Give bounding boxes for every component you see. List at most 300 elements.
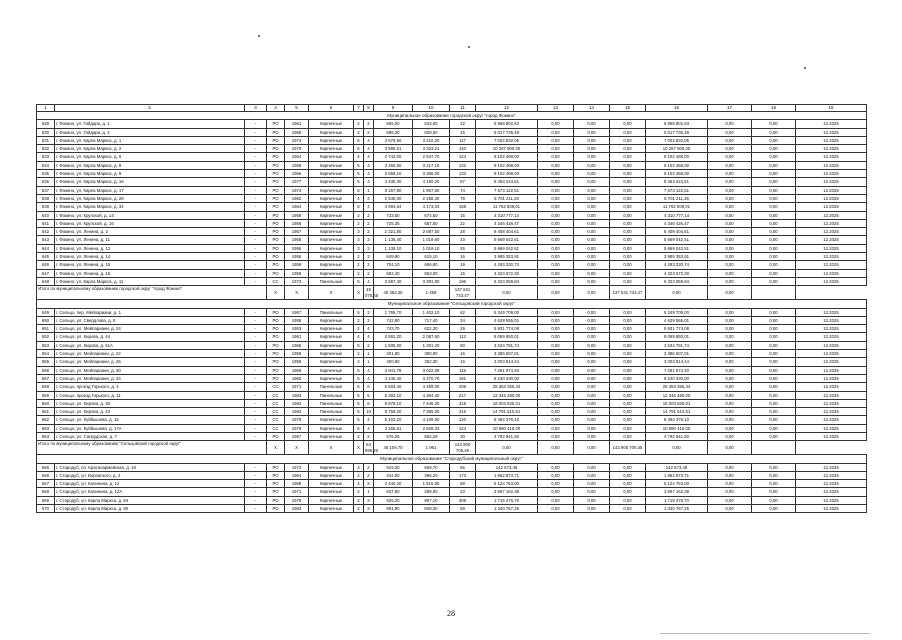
table-cell: 0,00 <box>538 203 574 211</box>
table-cell: 4 <box>364 178 374 186</box>
table-cell: 3 217,10 <box>413 161 450 169</box>
table-cell: 0,00 <box>708 178 752 186</box>
table-cell: 664 <box>37 432 55 440</box>
address-cell: г. Сельцо, ул. Мейпариани, д. 30 <box>55 366 245 374</box>
table-cell: 5 <box>354 161 364 169</box>
table-cell: 4 <box>354 194 364 202</box>
table-cell: 848,30 <box>413 505 450 513</box>
table-cell: РО <box>267 374 285 382</box>
table-cell: 3 <box>364 236 374 244</box>
table-cell: 0,00 <box>752 261 796 269</box>
table-row <box>37 236 867 244</box>
table-cell: 1 281,20 <box>413 341 450 349</box>
table-cell: 0,00 <box>538 219 574 227</box>
table-cell: 0,00 <box>708 505 752 513</box>
address-cell: г. Сельцо, проезд Горького, д. 11 <box>55 391 245 399</box>
table-cell: 362,30 <box>413 358 450 366</box>
table-cell: 1962 <box>285 194 309 202</box>
table-cell: РО <box>267 325 285 333</box>
table-cell: 0,00 <box>610 161 646 169</box>
table-cell: 74 <box>450 186 476 194</box>
table-cell: РО <box>267 471 285 479</box>
table-cell: 0,00 <box>708 374 752 382</box>
table-cell: 4 <box>364 203 374 211</box>
table-cell: РО <box>267 236 285 244</box>
table-cell: 6 968 802,63 <box>646 120 708 128</box>
table-cell: 0,00 <box>708 128 752 136</box>
table-cell: 0,00 <box>574 244 610 252</box>
table-cell: 0,00 <box>752 161 796 169</box>
table-row <box>37 186 867 194</box>
table-cell: 3 323,21 <box>413 145 450 153</box>
table-cell: 12.2025 <box>796 228 867 236</box>
table-cell: 0,00 <box>752 496 796 504</box>
table-cell: - <box>245 416 267 424</box>
table-cell: 0,00 <box>708 261 752 269</box>
table-cell: 12.2025 <box>796 350 867 358</box>
table-cell: 0,00 <box>708 228 752 236</box>
table-cell: 15 <box>450 211 476 219</box>
table-cell: 628,60 <box>413 128 450 136</box>
table-cell: 1964 <box>285 153 309 161</box>
table-row <box>37 211 867 219</box>
table-cell: 1982 <box>285 408 309 416</box>
table-cell: Кирпичные <box>309 366 354 374</box>
total-cell: X <box>285 286 309 300</box>
table-cell: - <box>245 261 267 269</box>
table-cell: 647 <box>37 269 55 277</box>
table-cell: РО <box>267 488 285 496</box>
table-cell: 1 <box>364 358 374 366</box>
table-row <box>37 488 867 496</box>
table-cell: 1958 <box>285 350 309 358</box>
table-cell: 0,00 <box>752 153 796 161</box>
table-cell: - <box>245 161 267 169</box>
table-cell: 12.2025 <box>796 253 867 261</box>
table-cell: 635 <box>37 170 55 178</box>
table-cell: 1972 <box>285 463 309 471</box>
table-cell: 665,00 <box>374 120 413 128</box>
table-row <box>37 228 867 236</box>
table-cell: 0,00 <box>752 186 796 194</box>
table-cell: 0,00 <box>574 178 610 186</box>
table-cell: 1956 <box>285 253 309 261</box>
table-cell: 68 <box>450 480 476 488</box>
table-cell: 1956 <box>285 244 309 252</box>
table-cell: Кирпичные <box>309 128 354 136</box>
table-cell: 0,00 <box>538 153 574 161</box>
column-number-cell: 16 <box>646 105 708 112</box>
table-cell: 401,80 <box>374 350 413 358</box>
table-cell: 2 <box>354 316 364 324</box>
address-cell: г. Фокино, ул. Ленина, д. 2 <box>55 228 245 236</box>
table-cell: РО <box>267 170 285 178</box>
address-cell: г. Сельцо, ул. Куйбышева, д. 17А <box>55 424 245 432</box>
table-row <box>37 463 867 471</box>
table-cell: 0,00 <box>610 358 646 366</box>
table-cell: СС <box>267 399 285 407</box>
table-cell: 298,60 <box>413 488 450 496</box>
table-cell: 12.2025 <box>796 277 867 285</box>
total-label: Итого по муниципальному образованию городской округ "город Фокино" <box>37 286 267 300</box>
table-cell: 0,00 <box>538 358 574 366</box>
table-cell: 7 673 122,51 <box>476 186 538 194</box>
table-cell: 0,00 <box>574 145 610 153</box>
table-cell: 663 <box>37 424 55 432</box>
table-cell: Кирпичные <box>309 186 354 194</box>
address-cell: г. Стародуб, пл. Красноармейская, д. 18 <box>55 463 245 471</box>
table-cell: 11 762 609,01 <box>646 203 708 211</box>
address-cell: г. Фокино, ул. Карла Маркса, д. 11 <box>55 277 245 285</box>
table-cell: 0,00 <box>752 228 796 236</box>
table-cell: 0,00 <box>752 194 796 202</box>
table-cell: Кирпичные <box>309 358 354 366</box>
table-cell: РО <box>267 128 285 136</box>
table-cell: 0,00 <box>574 277 610 285</box>
table-cell: 0,00 <box>574 374 610 382</box>
table-cell: 15 <box>450 269 476 277</box>
table-cell: 0,00 <box>574 432 610 440</box>
table-cell: 897,10 <box>413 496 450 504</box>
table-cell: 655 <box>37 358 55 366</box>
table-row <box>37 383 867 391</box>
table-cell: - <box>245 145 267 153</box>
table-cell: 5 124 763,00 <box>476 480 538 488</box>
table-cell: 1957 <box>285 228 309 236</box>
table-cell: 12.2025 <box>796 408 867 416</box>
table-cell: 0,00 <box>610 253 646 261</box>
table-cell: 2 <box>364 219 374 227</box>
table-cell: 5 <box>354 308 364 316</box>
total-cell: 40 362,35 <box>374 286 413 300</box>
table-cell: 12.2025 <box>796 203 867 211</box>
table-cell: 6 <box>364 383 374 391</box>
total-cell: 0,00 <box>574 286 610 300</box>
table-cell: 0,00 <box>708 399 752 407</box>
address-cell: г. Фокино, ул. Ленина, д. 12 <box>55 244 245 252</box>
table-cell: 18 003 825,01 <box>646 399 708 407</box>
table-cell: 6 503,40 <box>374 383 413 391</box>
table-cell: 12.2025 <box>796 211 867 219</box>
table-cell: 0,00 <box>752 505 796 513</box>
table-cell: 12.2025 <box>796 219 867 227</box>
table-cell: РО <box>267 316 285 324</box>
table-cell: 4 629 555,01 <box>646 316 708 324</box>
table-cell: 633,00 <box>413 120 450 128</box>
table-cell: 3 534 791,74 <box>476 341 538 349</box>
table-cell: 12 345 480,00 <box>476 391 538 399</box>
scan-speck <box>258 35 260 37</box>
table-row <box>37 136 867 144</box>
table-row <box>37 341 867 349</box>
table-cell: 0,00 <box>538 399 574 407</box>
address-cell: г. Фокино, ул. Карла Маркса, д. 1 <box>55 136 245 144</box>
table-cell: 4 310 777,14 <box>476 211 538 219</box>
table-cell: 12.2025 <box>796 128 867 136</box>
table-cell: 5 669 042,51 <box>476 244 538 252</box>
table-cell: 1971 <box>285 383 309 391</box>
table-cell: 0,00 <box>610 463 646 471</box>
table-cell: 8 759,20 <box>374 408 413 416</box>
table-cell: РО <box>267 145 285 153</box>
table-cell: 742,80 <box>374 316 413 324</box>
table-cell: 9 102 468,00 <box>476 170 538 178</box>
table-cell: 637,80 <box>374 488 413 496</box>
table-cell: 1 019,60 <box>413 236 450 244</box>
table-cell: 1 867,60 <box>413 186 450 194</box>
table-cell: 0,00 <box>538 432 574 440</box>
table-cell: 4 346 426,47 <box>646 219 708 227</box>
address-cell: г. Сельцо, ул. Мейпариани, д. 34 <box>55 374 245 382</box>
table-cell: 124 <box>450 424 476 432</box>
table-row <box>37 194 867 202</box>
table-cell: 0,00 <box>752 219 796 227</box>
table-cell: 2 <box>364 308 374 316</box>
address-cell: г. Сельцо, ул. Кирова, д. 43 <box>55 408 245 416</box>
table-cell: 1 <box>364 350 374 358</box>
table-cell: Кирпичные <box>309 136 354 144</box>
table-cell: 0,00 <box>708 120 752 128</box>
table-cell: РО <box>267 194 285 202</box>
table-cell: 0,00 <box>538 136 574 144</box>
table-cell: 1 962 873,71 <box>476 471 538 479</box>
table-cell: Кирпичные <box>309 325 354 333</box>
table-cell: 0,00 <box>752 463 796 471</box>
table-cell: 12.2025 <box>796 194 867 202</box>
table-cell: 12.2025 <box>796 333 867 341</box>
table-cell: 1959 <box>285 211 309 219</box>
table-cell: 0,00 <box>610 269 646 277</box>
table-cell: 670 <box>37 505 55 513</box>
table-cell: 0,00 <box>752 341 796 349</box>
table-cell: РО <box>267 161 285 169</box>
table-cell: Кирпичные <box>309 424 354 432</box>
table-cell: 0,00 <box>708 325 752 333</box>
table-cell: 1964 <box>285 471 309 479</box>
table-cell: - <box>245 350 267 358</box>
table-cell: 12.2025 <box>796 424 867 432</box>
table-row <box>37 153 867 161</box>
table-cell: 1969 <box>285 128 309 136</box>
table-cell: РО <box>267 228 285 236</box>
table-cell: 0,00 <box>752 432 796 440</box>
table-cell: 2 <box>354 253 364 261</box>
table-row <box>37 350 867 358</box>
table-cell: 0,00 <box>610 203 646 211</box>
total-cell: 0,00 <box>574 441 610 455</box>
table-row <box>37 505 867 513</box>
table-cell: 3 003 814,44 <box>646 358 708 366</box>
table-cell: 0,00 <box>574 228 610 236</box>
table-cell: 26 <box>450 244 476 252</box>
table-cell: 0,00 <box>610 383 646 391</box>
table-cell: 132 <box>450 161 476 169</box>
table-row <box>37 358 867 366</box>
table-cell: - <box>245 153 267 161</box>
table-cell: 5 <box>354 277 364 285</box>
table-cell: 0,00 <box>538 253 574 261</box>
table-cell: 0,00 <box>708 316 752 324</box>
table-cell: 674,60 <box>413 211 450 219</box>
table-row <box>37 161 867 169</box>
table-cell: 639 <box>37 203 55 211</box>
table-cell: 12.2025 <box>796 366 867 374</box>
table-cell: 0,00 <box>538 261 574 269</box>
table-cell: 0,00 <box>708 203 752 211</box>
table-cell: 217 <box>450 391 476 399</box>
table-cell: 0,00 <box>538 244 574 252</box>
table-cell: 2 <box>354 505 364 513</box>
table-cell: 0,00 <box>574 350 610 358</box>
table-cell: 3 <box>364 480 374 488</box>
table-cell: 12.2025 <box>796 269 867 277</box>
table-cell: 0,00 <box>574 269 610 277</box>
table-cell: 0,00 <box>610 350 646 358</box>
table-cell: 16 <box>450 253 476 261</box>
column-number-cell: 1 <box>37 105 55 112</box>
address-cell: г. Фокино, ул. Ленина, д. 11 <box>55 236 245 244</box>
table-cell: 1968 <box>285 161 309 169</box>
table-cell: 0,00 <box>574 211 610 219</box>
table-cell: 5 <box>354 366 364 374</box>
table-cell: 11 762 609,01 <box>476 203 538 211</box>
table-cell: 0,00 <box>708 194 752 202</box>
table-cell: 0,00 <box>574 236 610 244</box>
address-cell: г. Фокино, ул. Карла Маркса, д. 6 <box>55 153 245 161</box>
table-cell: 10 680 416,00 <box>646 424 708 432</box>
table-cell: - <box>245 219 267 227</box>
table-cell: 1983 <box>285 505 309 513</box>
table-row <box>37 325 867 333</box>
table-cell: 0,00 <box>538 463 574 471</box>
total-cell: 54 896,20 <box>365 442 379 453</box>
table-cell: РО <box>267 211 285 219</box>
table-cell: 2 321,80 <box>374 228 413 236</box>
table-cell: 1 715 476,70 <box>476 496 538 504</box>
table-cell: 5 017 735,48 <box>476 128 538 136</box>
table-cell: 4 <box>354 480 364 488</box>
table-cell: 4 <box>364 277 374 285</box>
address-cell: г. Стародуб, ул. Карла Маркса, д. 84 <box>55 496 245 504</box>
table-cell: 4 <box>364 170 374 178</box>
table-cell: 1 <box>364 186 374 194</box>
table-cell: 4 <box>354 153 364 161</box>
table-cell: - <box>245 228 267 236</box>
table-cell: 3 597,40 <box>374 277 413 285</box>
table-cell: 22 <box>450 120 476 128</box>
table-cell: 3 585,61 <box>374 145 413 153</box>
address-cell: г. Фокино, ул. Карла Маркса, д. 16 <box>55 178 245 186</box>
total-cell: 137 631 733,47 <box>450 286 476 300</box>
table-cell: 0,00 <box>610 120 646 128</box>
table-row <box>37 178 867 186</box>
table-cell: 30 <box>450 432 476 440</box>
table-cell: 4 <box>364 145 374 153</box>
table-cell: 645 <box>37 253 55 261</box>
table-row <box>37 432 867 440</box>
total-cell: 45 109,70 <box>374 441 413 455</box>
table-cell: 0,00 <box>574 203 610 211</box>
table-cell: 676,26 <box>374 432 413 440</box>
table-cell: 1 135,40 <box>374 236 413 244</box>
column-number-cell: 7 <box>354 105 364 112</box>
table-cell: 0,00 <box>752 170 796 178</box>
table-cell: 4 150,20 <box>413 178 450 186</box>
table-cell: 4 293 330,74 <box>476 261 538 269</box>
total-cell: X <box>267 286 285 300</box>
table-cell: 3 265,81 <box>374 424 413 432</box>
table-cell: 5 <box>354 341 364 349</box>
table-cell: 0,00 <box>574 408 610 416</box>
table-cell: 209 <box>450 383 476 391</box>
table-cell: - <box>245 316 267 324</box>
table-row <box>37 391 867 399</box>
section-title: Муниципальное образование "Сельцовский городской округ" <box>37 300 867 308</box>
table-cell: 2 <box>364 128 374 136</box>
table-cell: 25 353 355,44 <box>646 383 708 391</box>
table-cell: Кирпичные <box>309 244 354 252</box>
table-cell: 2 <box>354 261 364 269</box>
table-cell: 682,40 <box>374 269 413 277</box>
table-cell: 0,00 <box>538 161 574 169</box>
table-cell: 0,00 <box>752 383 796 391</box>
table-cell: 3 679,60 <box>374 136 413 144</box>
table-cell: 4 435,30 <box>374 178 413 186</box>
table-cell: 1 715 476,70 <box>646 496 708 504</box>
column-number-cell: 15 <box>610 105 646 112</box>
table-cell: 5 669 042,51 <box>646 236 708 244</box>
total-cell: 1 469 <box>413 286 450 300</box>
table-cell: 0,00 <box>708 350 752 358</box>
table-cell: 3 157,90 <box>374 186 413 194</box>
table-cell: - <box>245 120 267 128</box>
table-cell: 0,00 <box>538 211 574 219</box>
table-cell: 925,20 <box>374 496 413 504</box>
table-row <box>37 366 867 374</box>
table-cell: РО <box>267 136 285 144</box>
table-cell: 1973 <box>285 277 309 285</box>
table-cell: РО <box>267 120 285 128</box>
table-cell: 0,00 <box>538 178 574 186</box>
table-row <box>37 277 867 285</box>
table-row <box>37 120 867 128</box>
table-cell: 1965 <box>285 341 309 349</box>
table-cell: 7 365,00 <box>413 408 450 416</box>
table-cell: 0,00 <box>574 153 610 161</box>
table-cell: 1958 <box>285 219 309 227</box>
table-cell: 28 <box>450 228 476 236</box>
table-cell: 12.2025 <box>796 261 867 269</box>
table-cell: 0,00 <box>574 488 610 496</box>
table-cell: Кирпичные <box>309 253 354 261</box>
table-cell: 0,00 <box>538 341 574 349</box>
table-cell: 12.2025 <box>796 358 867 366</box>
page-number: 28 <box>447 609 455 618</box>
column-number-cell: 4 <box>267 105 285 112</box>
table-cell: РО <box>267 153 285 161</box>
table-cell: 0,00 <box>708 236 752 244</box>
table-cell: 3 <box>354 228 364 236</box>
table-cell: 5 669 042,51 <box>476 236 538 244</box>
table-cell: 0,00 <box>752 391 796 399</box>
table-cell: 1971 <box>285 488 309 496</box>
table-cell: 4 264,40 <box>413 391 450 399</box>
table-cell: РО <box>267 341 285 349</box>
table-cell: Кирпичные <box>309 350 354 358</box>
table-cell: 5 103,20 <box>374 416 413 424</box>
table-cell: 0,00 <box>574 128 610 136</box>
table-cell: РО <box>267 496 285 504</box>
